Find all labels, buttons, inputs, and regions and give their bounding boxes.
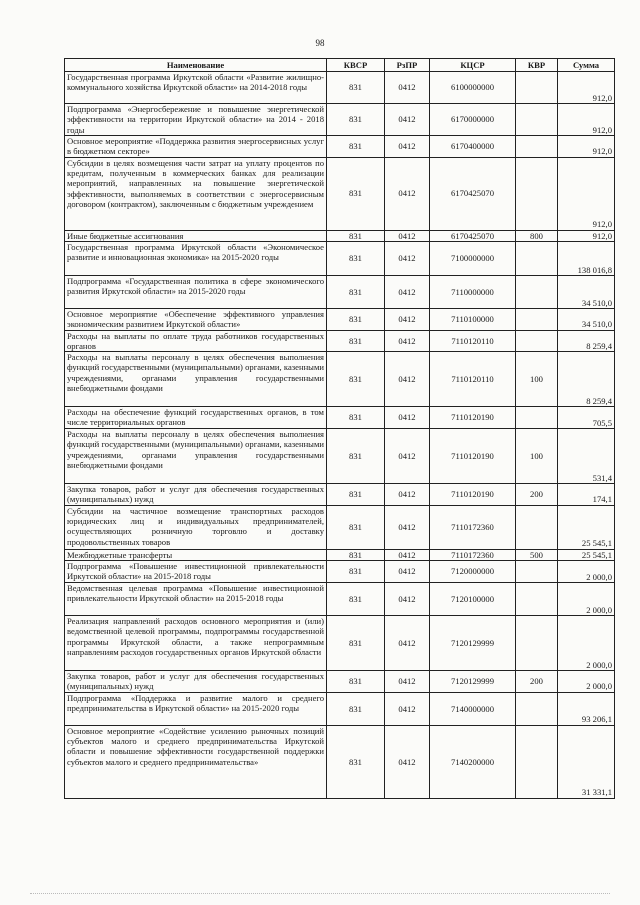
table-row	[65, 616, 615, 671]
cell-sum: 174,1	[558, 484, 615, 506]
table-row	[65, 157, 615, 230]
table-row	[65, 429, 615, 484]
cell-kvsr: 831	[327, 549, 385, 560]
cell-name: Иные бюджетные ассигнования	[65, 230, 327, 241]
cell-sum: 705,5	[558, 407, 615, 429]
table-row	[65, 505, 615, 549]
cell-kvsr: 831	[327, 72, 385, 104]
cell-kvr	[516, 561, 558, 583]
page-number: 98	[315, 38, 325, 48]
cell-kvsr: 831	[327, 429, 385, 484]
table-row	[65, 583, 615, 616]
table-row	[65, 135, 615, 157]
cell-rzpr: 0412	[385, 104, 430, 136]
cell-kvr	[516, 725, 558, 798]
cell-rzpr: 0412	[385, 671, 430, 693]
cell-kcsr: 7120000000	[430, 561, 516, 583]
cell-rzpr: 0412	[385, 72, 430, 104]
cell-kcsr: 7110120190	[430, 407, 516, 429]
cell-kvr	[516, 330, 558, 352]
cell-name: Закупка товаров, работ и услуг для обеспечения государственных (муниципальных) нужд	[65, 671, 327, 693]
cell-kcsr: 7110172360	[430, 549, 516, 560]
cell-rzpr: 0412	[385, 308, 430, 330]
cell-rzpr: 0412	[385, 725, 430, 798]
cell-kcsr: 6170000000	[430, 104, 516, 136]
cell-sum: 2 000,0	[558, 671, 615, 693]
cell-sum: 31 331,1	[558, 725, 615, 798]
cell-rzpr: 0412	[385, 505, 430, 549]
cell-rzpr: 0412	[385, 230, 430, 241]
cell-name: Подпрограмма «Энергосбережение и повышение энергетической эффективности на территории Иркутской области» на 2014 - 2018 годы	[65, 104, 327, 136]
cell-kvsr: 831	[327, 157, 385, 230]
cell-kvr	[516, 157, 558, 230]
table-body	[65, 72, 615, 799]
cell-rzpr: 0412	[385, 275, 430, 308]
scan-edge-marks	[30, 893, 610, 900]
cell-kvr: 200	[516, 484, 558, 506]
cell-name: Подпрограмма «Повышение инвестиционной привлекательности Иркутской области» на 2015-2018 годы	[65, 561, 327, 583]
cell-kvsr: 831	[327, 692, 385, 725]
cell-name: Закупка товаров, работ и услуг для обеспечения государственных (муниципальных) нужд	[65, 484, 327, 506]
table-header-row	[65, 59, 615, 72]
cell-name: Расходы на выплаты по оплате труда работников государственных органов	[65, 330, 327, 352]
cell-sum: 912,0	[558, 135, 615, 157]
cell-sum: 8 259,4	[558, 352, 615, 407]
cell-sum: 138 016,8	[558, 241, 615, 275]
cell-kvr: 500	[516, 549, 558, 560]
cell-kvsr: 831	[327, 616, 385, 671]
header-kcsr: КЦСР	[430, 59, 516, 72]
cell-sum: 25 545,1	[558, 505, 615, 549]
cell-name: Ведомственная целевая программа «Повышение инвестиционной привлекательности Иркутской области» на 2015-2018 годы	[65, 583, 327, 616]
cell-kcsr: 7110120190	[430, 429, 516, 484]
cell-kcsr: 7110120190	[430, 484, 516, 506]
cell-rzpr: 0412	[385, 429, 430, 484]
cell-name: Основное мероприятие «Поддержка развития энергосервисных услуг в бюджетном секторе»	[65, 135, 327, 157]
table-row	[65, 308, 615, 330]
cell-sum: 34 510,0	[558, 308, 615, 330]
table-row	[65, 407, 615, 429]
cell-kcsr: 7110120110	[430, 330, 516, 352]
cell-kvsr: 831	[327, 561, 385, 583]
cell-rzpr: 0412	[385, 583, 430, 616]
cell-kvr	[516, 616, 558, 671]
cell-name: Расходы на обеспечение функций государственных органов, в том числе территориальных органов	[65, 407, 327, 429]
cell-kvr: 100	[516, 352, 558, 407]
cell-sum: 912,0	[558, 230, 615, 241]
header-rzpr: РзПР	[385, 59, 430, 72]
cell-sum: 912,0	[558, 157, 615, 230]
table-row	[65, 330, 615, 352]
cell-kvsr: 831	[327, 308, 385, 330]
cell-kcsr: 7120129999	[430, 671, 516, 693]
cell-kvr: 200	[516, 671, 558, 693]
table-row	[65, 230, 615, 241]
table-row	[65, 72, 615, 104]
cell-kcsr: 7120129999	[430, 616, 516, 671]
cell-kvr: 100	[516, 429, 558, 484]
cell-sum: 25 545,1	[558, 549, 615, 560]
cell-kvr: 800	[516, 230, 558, 241]
table-row	[65, 241, 615, 275]
cell-kvsr: 831	[327, 275, 385, 308]
cell-rzpr: 0412	[385, 352, 430, 407]
cell-name: Межбюджетные трансферты	[65, 549, 327, 560]
cell-rzpr: 0412	[385, 549, 430, 560]
cell-sum: 912,0	[558, 104, 615, 136]
cell-sum: 2 000,0	[558, 561, 615, 583]
cell-kvr	[516, 308, 558, 330]
cell-rzpr: 0412	[385, 407, 430, 429]
cell-kvsr: 831	[327, 484, 385, 506]
cell-name: Подпрограмма «Поддержка и развитие малого и среднего предпринимательства в Иркутской области» на 2015-2020 годы	[65, 692, 327, 725]
header-name: Наименование	[65, 59, 327, 72]
cell-kvr	[516, 692, 558, 725]
cell-kvsr: 831	[327, 241, 385, 275]
table-row	[65, 561, 615, 583]
cell-kcsr: 6170425070	[430, 157, 516, 230]
cell-name: Государственная программа Иркутской области «Экономическое развитие и инновационная экономика» на 2015-2020 годы	[65, 241, 327, 275]
cell-kvsr: 831	[327, 505, 385, 549]
cell-kvsr: 831	[327, 583, 385, 616]
cell-kvsr: 831	[327, 230, 385, 241]
cell-sum: 8 259,4	[558, 330, 615, 352]
cell-rzpr: 0412	[385, 561, 430, 583]
cell-name: Подпрограмма «Государственная политика в сфере экономического развития Иркутской области» на 2015-2020 годы	[65, 275, 327, 308]
cell-kcsr: 7140200000	[430, 725, 516, 798]
cell-kcsr: 7140000000	[430, 692, 516, 725]
cell-sum: 531,4	[558, 429, 615, 484]
table-row	[65, 549, 615, 560]
cell-name: Субсидии на частичное возмещение транспортных расходов юридических лиц и индивидуальных предпринимателей, осуществляющих розничную торговлю и доставку продовольственных товаров	[65, 505, 327, 549]
cell-kvsr: 831	[327, 352, 385, 407]
budget-table	[64, 58, 615, 799]
cell-kvr	[516, 583, 558, 616]
cell-kvsr: 831	[327, 330, 385, 352]
cell-name: Расходы на выплаты персоналу в целях обеспечения выполнения функций государственными (муниципальными) органами, казенными учреждениями, органами управления государственными внебюджетными фондами	[65, 429, 327, 484]
cell-kvsr: 831	[327, 104, 385, 136]
cell-kvr	[516, 505, 558, 549]
cell-kcsr: 6100000000	[430, 72, 516, 104]
cell-rzpr: 0412	[385, 616, 430, 671]
cell-kvr	[516, 104, 558, 136]
cell-kvsr: 831	[327, 725, 385, 798]
header-kvr: КВР	[516, 59, 558, 72]
table-row	[65, 671, 615, 693]
table-row	[65, 725, 615, 798]
cell-name: Субсидии в целях возмещения части затрат на уплату процентов по кредитам, полученным в коммерческих банках для реализации мероприятий, направленных на повышение энергетической эффективности, выполняемых в соответствии с энергосервисным договором (контрактом), заключенным с бюджетным учреждением	[65, 157, 327, 230]
header-kvsr: КВСР	[327, 59, 385, 72]
cell-kcsr: 7100000000	[430, 241, 516, 275]
cell-name: Расходы на выплаты персоналу в целях обеспечения выполнения функций государственными (муниципальными) органами, казенными учреждениями, органами управления государственными внебюджетными фондами	[65, 352, 327, 407]
cell-sum: 34 510,0	[558, 275, 615, 308]
cell-sum: 912,0	[558, 72, 615, 104]
table-row	[65, 692, 615, 725]
table-row	[65, 352, 615, 407]
cell-kcsr: 7110000000	[430, 275, 516, 308]
table-row	[65, 484, 615, 506]
cell-sum: 2 000,0	[558, 616, 615, 671]
cell-kvr	[516, 72, 558, 104]
cell-kvsr: 831	[327, 671, 385, 693]
cell-name: Реализация направлений расходов основного мероприятия и (или) ведомственной целевой программы, подпрограммы государственной программы Иркутской области, а также непрограммным направлениям расходов государственных органов Иркутской области	[65, 616, 327, 671]
cell-name: Основное мероприятие «Обеспечение эффективного управления экономическим развитием Иркутской области»	[65, 308, 327, 330]
cell-kcsr: 6170400000	[430, 135, 516, 157]
cell-rzpr: 0412	[385, 157, 430, 230]
cell-rzpr: 0412	[385, 241, 430, 275]
cell-rzpr: 0412	[385, 692, 430, 725]
table-row	[65, 104, 615, 136]
cell-kvsr: 831	[327, 135, 385, 157]
cell-sum: 93 206,1	[558, 692, 615, 725]
cell-kcsr: 7120100000	[430, 583, 516, 616]
cell-kvr	[516, 275, 558, 308]
cell-rzpr: 0412	[385, 484, 430, 506]
cell-kcsr: 6170425070	[430, 230, 516, 241]
cell-kvr	[516, 407, 558, 429]
cell-rzpr: 0412	[385, 330, 430, 352]
cell-kcsr: 7110172360	[430, 505, 516, 549]
cell-sum: 2 000,0	[558, 583, 615, 616]
cell-kcsr: 7110120110	[430, 352, 516, 407]
cell-rzpr: 0412	[385, 135, 430, 157]
cell-kvr	[516, 135, 558, 157]
cell-name: Государственная программа Иркутской области «Развитие жилищно-коммунального хозяйства Иркутской области» на 2014-2018 годы	[65, 72, 327, 104]
cell-kcsr: 7110100000	[430, 308, 516, 330]
cell-kvsr: 831	[327, 407, 385, 429]
table-row	[65, 275, 615, 308]
cell-kvr	[516, 241, 558, 275]
cell-name: Основное мероприятие «Содействие усилению рыночных позиций субъектов малого и среднего предпринимательства Иркутской области и повышение эффективности государственной поддержки субъектов малого и среднего предпринимательства»	[65, 725, 327, 798]
header-sum: Сумма	[558, 59, 615, 72]
